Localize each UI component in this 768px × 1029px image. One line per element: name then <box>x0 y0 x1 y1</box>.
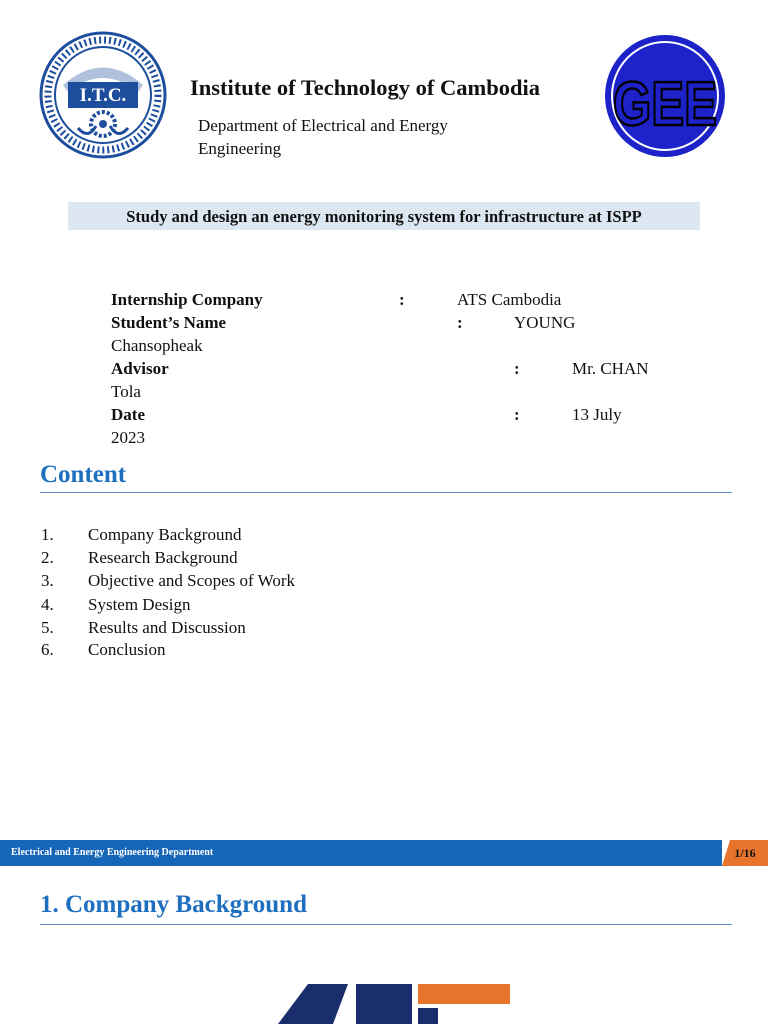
toc-number: 1. <box>41 525 54 544</box>
gee-logo <box>602 33 728 159</box>
advisor-label: Advisor <box>111 359 169 378</box>
company-background-heading: 1. Company Background <box>40 891 307 918</box>
advisor-value-second: Tola <box>111 382 141 401</box>
date-value-second: 2023 <box>111 428 145 447</box>
toc-number: 5. <box>41 618 54 637</box>
ats-logo <box>278 982 514 1024</box>
company-colon: : <box>399 290 405 309</box>
toc-item-company-background: Company Background <box>88 525 242 544</box>
itc-logo <box>38 30 168 160</box>
date-label: Date <box>111 405 145 424</box>
advisor-colon: : <box>514 359 520 378</box>
company-background-divider <box>40 924 732 925</box>
info-block <box>0 286 768 447</box>
footer-department: Electrical and Energy Engineering Department <box>11 847 214 858</box>
thesis-title: Study and design an energy monitoring system for infrastructure at ISPP <box>126 207 642 226</box>
toc-number: 3. <box>41 571 54 590</box>
student-value-first: YOUNG <box>514 313 576 332</box>
toc-number: 6. <box>41 640 54 659</box>
gee-logo-text: GEE <box>613 70 717 139</box>
institute-title: Institute of Technology of Cambodia <box>190 75 541 100</box>
content-divider <box>40 492 732 493</box>
toc-number: 2. <box>41 548 54 567</box>
advisor-value-first: Mr. CHAN <box>572 359 649 378</box>
toc-item-conclusion: Conclusion <box>88 640 166 659</box>
company-label: Internship Company <box>111 290 263 309</box>
toc-item-system-design: System Design <box>88 595 191 614</box>
date-value-first: 13 July <box>572 405 622 424</box>
page-number: 1/16 <box>734 846 756 860</box>
student-colon: : <box>457 313 463 332</box>
student-label: Student’s Name <box>111 313 227 332</box>
student-value-second: Chansopheak <box>111 336 203 355</box>
toc-number: 4. <box>41 595 54 614</box>
itc-logo-text: I.T.C. <box>79 85 127 106</box>
toc-item-results-discussion: Results and Discussion <box>88 618 246 637</box>
content-heading: Content <box>40 461 127 488</box>
toc-item-objective-scope: Objective and Scopes of Work <box>88 571 295 590</box>
date-colon: : <box>514 405 520 424</box>
toc-item-research-background: Research Background <box>88 548 238 567</box>
department-name: Department of Electrical and Energy Engineering <box>198 116 448 158</box>
company-value: ATS Cambodia <box>457 290 562 309</box>
